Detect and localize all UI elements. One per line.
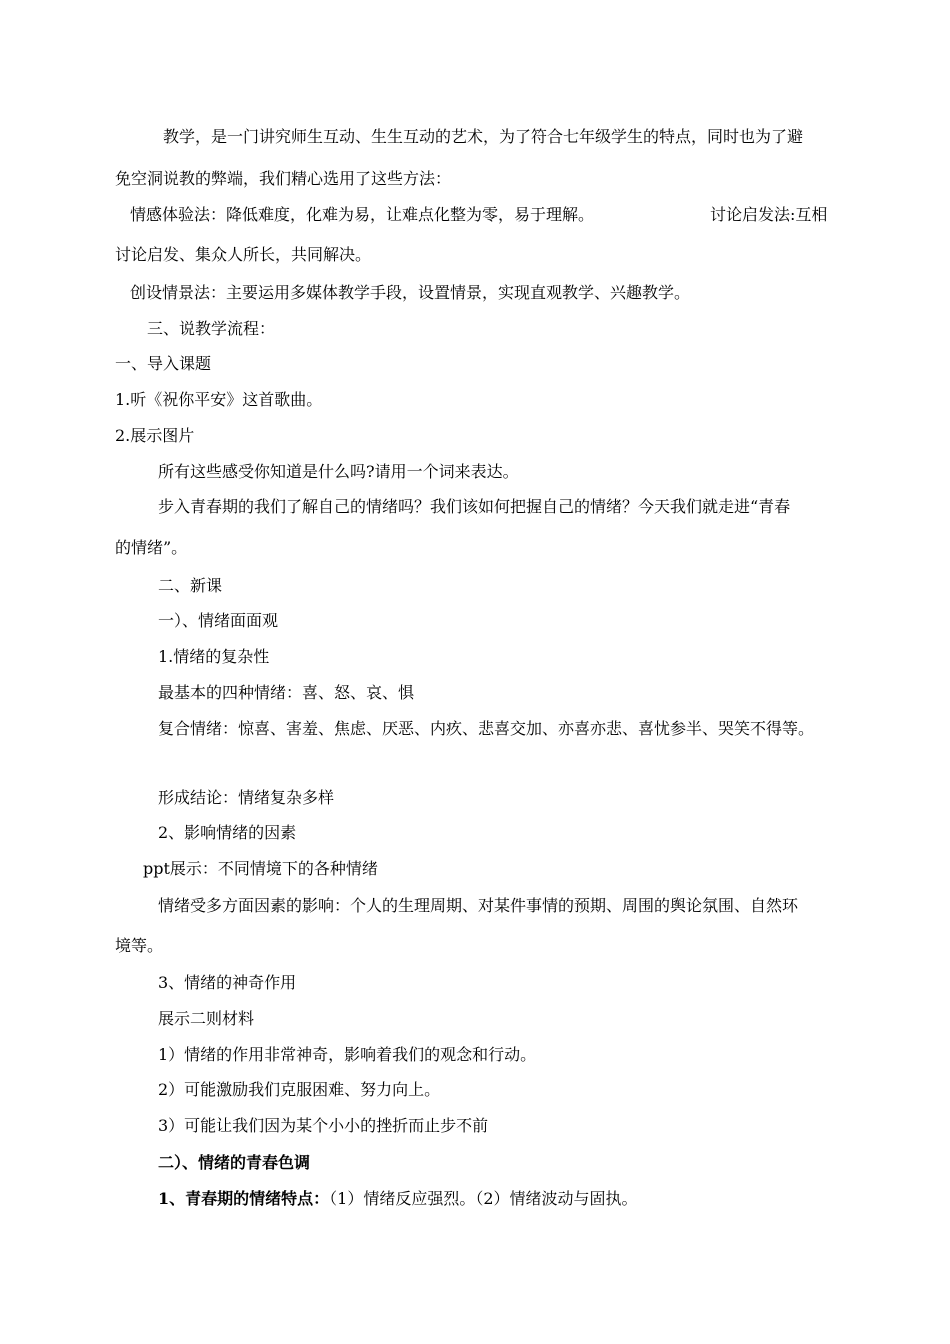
conclusion: 形成结论：情绪复杂多样 [158, 788, 335, 807]
adolescent-traits [158, 1189, 638, 1209]
show-materials: 展示二则材料 [158, 1009, 255, 1028]
part-1-heading: 一、导入课题 [115, 354, 212, 373]
method-discussion-continued: 讨论启发、集众人所长，共同解决。 [115, 245, 372, 264]
part-1-lead-line-2: 的情绪”。 [115, 538, 188, 557]
subsection-2-heading: 二）、情绪的青春色调 [158, 1153, 311, 1172]
basic-emotions: 最基本的四种情绪：喜、怒、哀、惧 [158, 683, 415, 702]
part-1-item-2: 2.展示图片 [115, 426, 195, 445]
part-2-heading: 二、新课 [158, 576, 223, 595]
effect-1: 1）情绪的作用非常神奇，影响着我们的观念和行动。 [158, 1045, 537, 1064]
subsection-1-item-1: 1.情绪的复杂性 [158, 647, 270, 666]
part-1-item-1: 1.听《祝你平安》这首歌曲。 [115, 390, 323, 409]
method-discussion-start: 讨论启发法:互相 [710, 205, 828, 224]
effect-3: 3）可能让我们因为某个小小的挫折而止步不前 [158, 1116, 489, 1135]
subsection-1-item-3: 3、情绪的神奇作用 [158, 973, 297, 992]
factors-line-2: 境等。 [115, 936, 164, 955]
ppt-show: ppt展示：不同情境下的各种情绪 [143, 859, 378, 878]
adolescent-traits-text: （1）情绪反应强烈。（2）情绪波动与固执。 [329, 1189, 638, 1208]
factors-line-1: 情绪受多方面因素的影响：个人的生理周期、对某件事情的预期、周围的舆论氛围、自然环 [158, 896, 799, 915]
method-scene-creation: 创设情景法：主要运用多媒体教学手段，设置情景，实现直观教学、兴趣教学。 [130, 283, 691, 302]
subsection-1-item-2: 2、影响情绪的因素 [158, 823, 297, 842]
adolescent-traits-label: 1、青春期的情绪特点： [158, 1189, 330, 1208]
part-1-question: 所有这些感受你知道是什么吗?请用一个词来表达。 [158, 462, 519, 481]
complex-emotions: 复合情绪：惊喜、害羞、焦虑、厌恶、内疚、悲喜交加、亦喜亦悲、喜忧参半、哭笑不得等。 [158, 719, 815, 738]
section-3-heading: 三、说教学流程： [147, 319, 276, 338]
subsection-1-heading: 一）、情绪面面观 [158, 611, 279, 630]
method-emotion-experience: 情感体验法：降低难度，化难为易，让难点化整为零，易于理解。 [130, 205, 595, 224]
part-1-lead-line-1: 步入青春期的我们了解自己的情绪吗？我们该如何把握自己的情绪？今天我们就走进“青春 [158, 497, 791, 516]
effect-2: 2）可能激励我们克服困难、努力向上。 [158, 1080, 441, 1099]
intro-paragraph-line-2: 免空洞说教的弊端，我们精心选用了这些方法： [115, 169, 452, 188]
intro-paragraph-line-1: 教学，是一门讲究师生互动、生生互动的艺术，为了符合七年级学生的特点，同时也为了避 [163, 127, 804, 146]
